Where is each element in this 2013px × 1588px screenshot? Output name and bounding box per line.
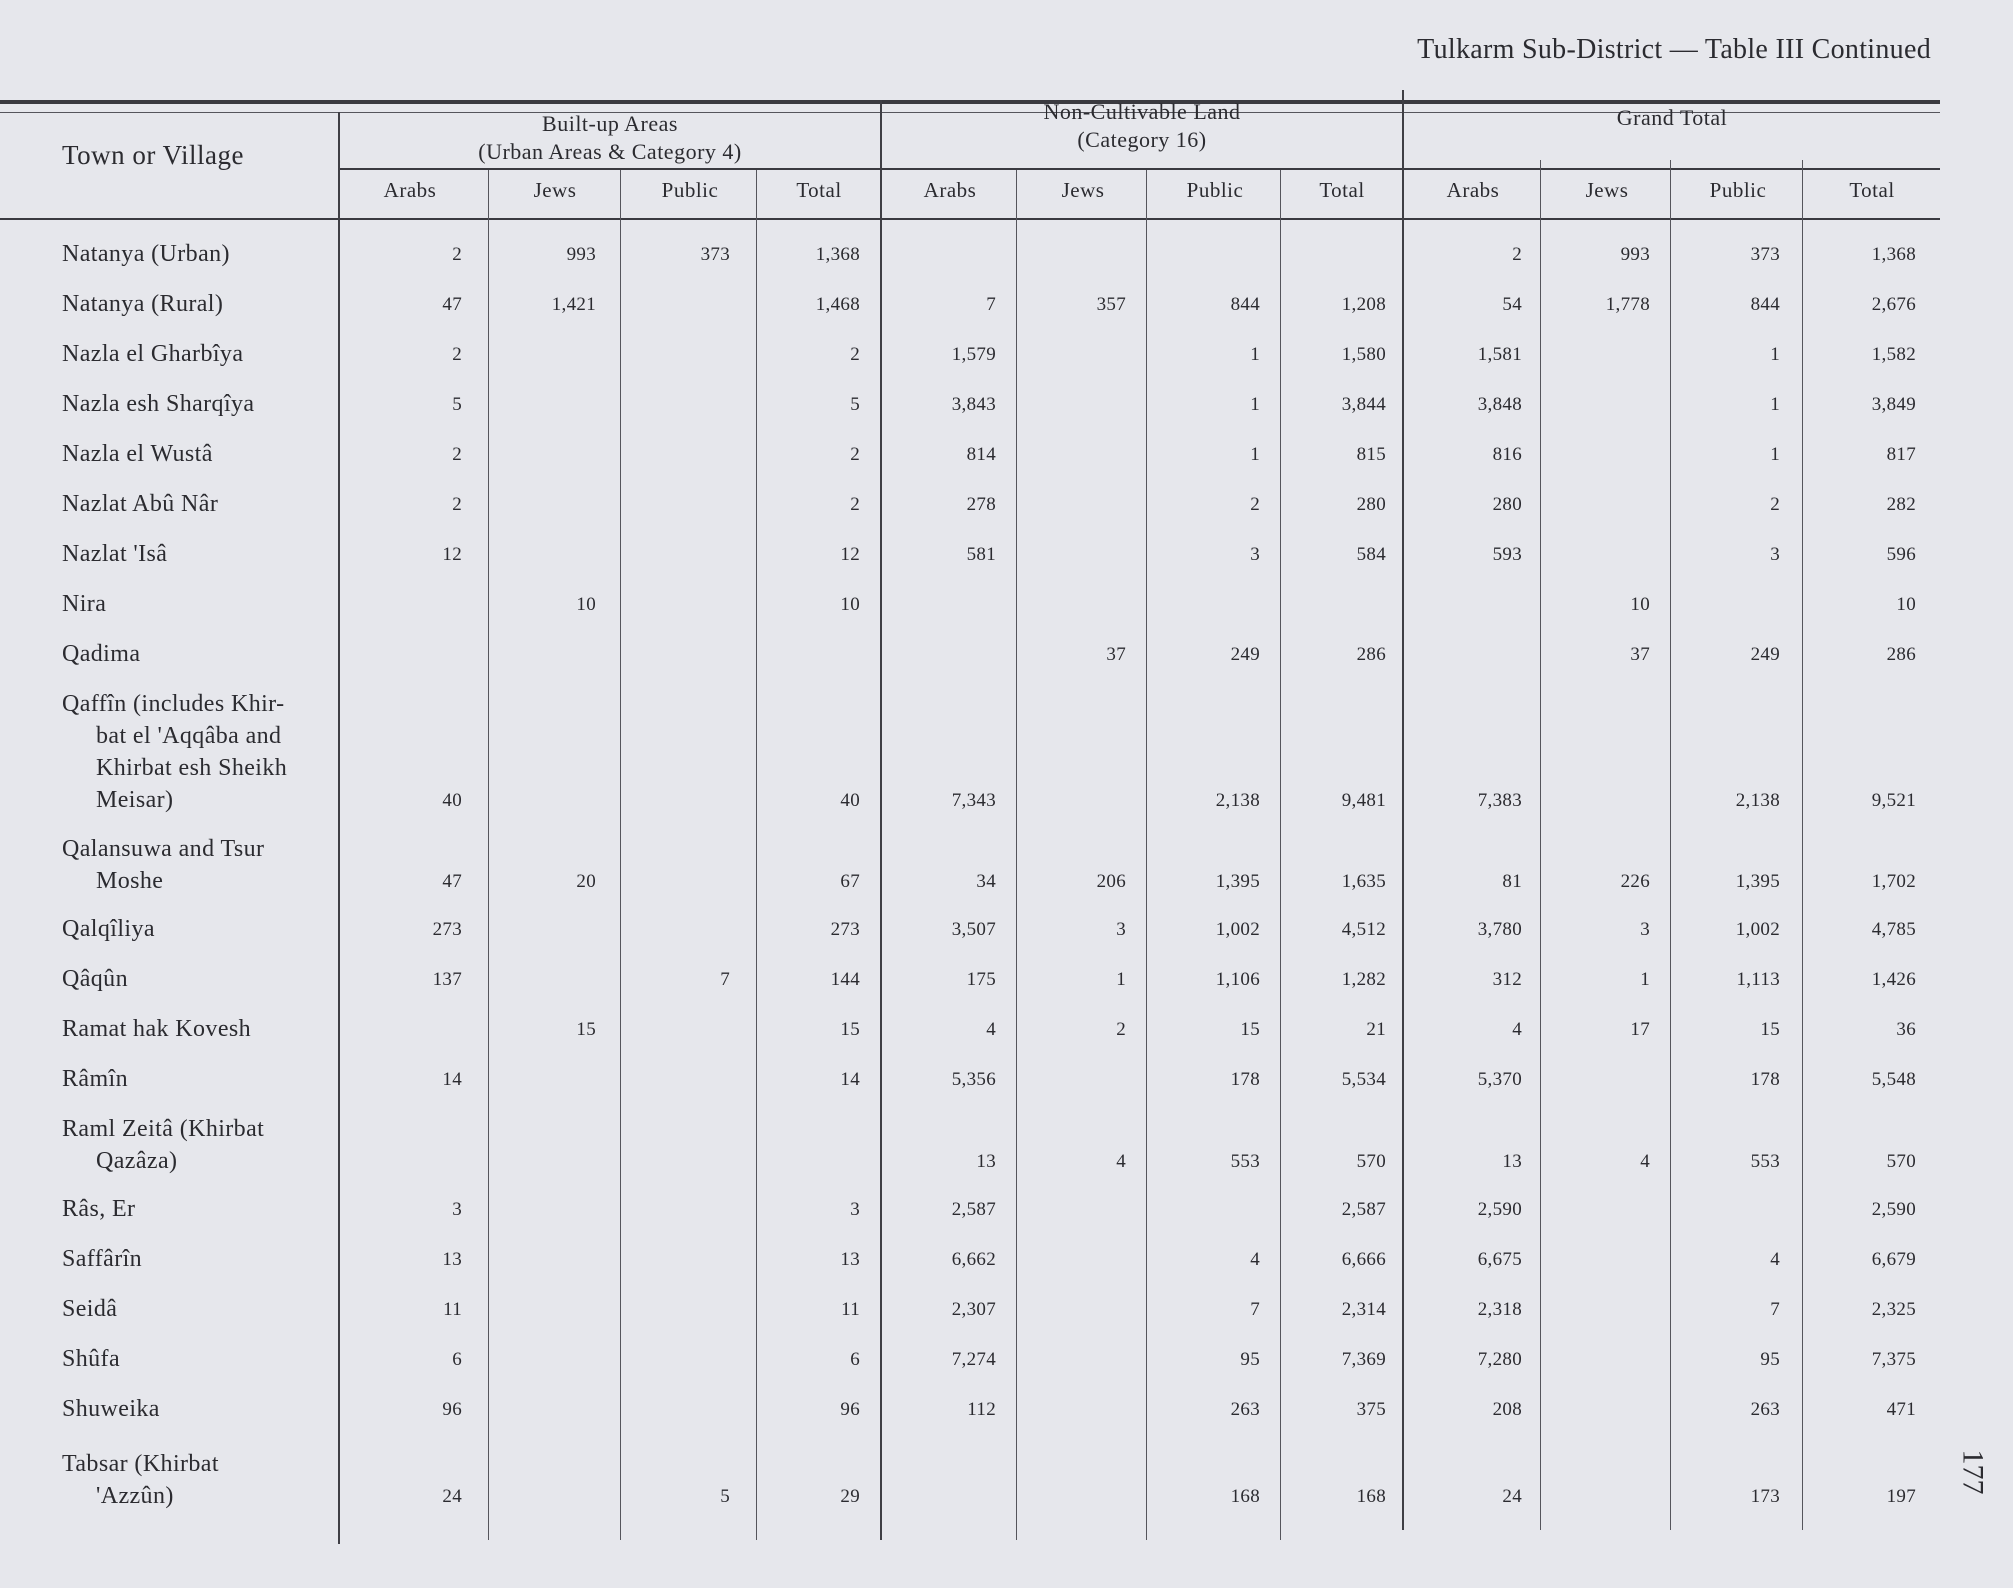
table-cell: 54: [1502, 294, 1522, 315]
table-cell: 2,587: [951, 1199, 996, 1220]
table-cell: 1,778: [1605, 294, 1650, 315]
col-head-11: Public: [1709, 178, 1767, 202]
town-name-line: Qadima: [62, 641, 141, 667]
table-cell: 2,590: [1477, 1199, 1522, 1220]
col-head-8: Total: [1319, 178, 1365, 202]
table-cell: 13: [976, 1151, 996, 1172]
table-cell: 5: [452, 394, 462, 415]
table-cell: 1,002: [1215, 919, 1260, 940]
divider: [1802, 160, 1803, 1530]
table-cell: 4,512: [1341, 919, 1386, 940]
col-head-4: Total: [796, 178, 842, 202]
col-head-1: Arabs: [383, 178, 437, 202]
table-cell: 15: [1240, 1019, 1260, 1040]
table-cell: 1,368: [1871, 244, 1916, 265]
table-cell: 10: [1630, 594, 1650, 615]
table-cell: 993: [566, 244, 596, 265]
town-name: [62, 688, 332, 816]
town-name-line: Nazla el Gharbîya: [62, 341, 244, 367]
table-cell: 2,676: [1871, 294, 1916, 315]
table-cell: 3,848: [1477, 394, 1522, 415]
table-cell: 5: [720, 1486, 730, 1507]
group-title-non-cultivable-line1: Non-Cultivable Land: [1043, 99, 1241, 124]
town-name-line: Seidâ: [62, 1296, 118, 1322]
table-cell: 95: [1760, 1349, 1780, 1370]
col-head-6: Jews: [1061, 178, 1105, 202]
table-cell: 96: [840, 1399, 860, 1420]
table-cell: 1,580: [1341, 344, 1386, 365]
table-cell: 24: [442, 1486, 462, 1507]
table-cell: 112: [967, 1399, 996, 1420]
table-cell: 584: [1356, 544, 1386, 565]
table-cell: 6,675: [1477, 1249, 1522, 1270]
table-cell: 816: [1492, 444, 1522, 465]
town-name: [62, 963, 332, 995]
col-head-9: Arabs: [1446, 178, 1500, 202]
table-cell: 2,325: [1871, 1299, 1916, 1320]
header-underline: [0, 218, 1940, 220]
table-cell: 9,481: [1341, 790, 1386, 811]
town-name-line: Khirbat esh Sheikh: [96, 755, 288, 781]
table-cell: 2,587: [1341, 1199, 1386, 1220]
table-cell: 373: [700, 244, 730, 265]
town-name: [62, 1448, 332, 1512]
table-cell: 10: [1896, 594, 1916, 615]
table-cell: 1,579: [951, 344, 996, 365]
group-title-non-cultivable: [882, 98, 1402, 154]
town-name-line: Râmîn: [62, 1066, 128, 1092]
town-name: [62, 1013, 332, 1045]
table-cell: 553: [1750, 1151, 1780, 1172]
table-cell: 2: [452, 494, 462, 515]
table-cell: 2,138: [1215, 790, 1260, 811]
table-cell: 175: [966, 969, 996, 990]
town-name: [62, 1193, 332, 1225]
table-cell: 1: [1770, 394, 1780, 415]
table-cell: 95: [1240, 1349, 1260, 1370]
table-cell: 5,548: [1871, 1069, 1916, 1090]
divider: [1280, 170, 1281, 1540]
table-cell: 249: [1750, 644, 1780, 665]
table-cell: 1,635: [1341, 871, 1386, 892]
town-name-line: Qazâza): [96, 1148, 178, 1174]
table-cell: 844: [1750, 294, 1780, 315]
divider-group: [1402, 90, 1404, 1530]
table-cell: 263: [1750, 1399, 1780, 1420]
table-cell: 24: [1502, 1486, 1522, 1507]
page-number: 177: [1956, 1449, 1990, 1495]
table-cell: 5,370: [1477, 1069, 1522, 1090]
table-cell: 1: [1116, 969, 1126, 990]
table-cell: 6,679: [1871, 1249, 1916, 1270]
table-cell: 47: [442, 871, 462, 892]
table-cell: 3: [1250, 544, 1260, 565]
town-name-line: Meisar): [96, 787, 174, 813]
table-cell: 3,849: [1871, 394, 1916, 415]
table-cell: 34: [976, 871, 996, 892]
table-cell: 6: [850, 1349, 860, 1370]
table-cell: 817: [1886, 444, 1916, 465]
table-cell: 2: [1250, 494, 1260, 515]
table-cell: 13: [1502, 1151, 1522, 1172]
col-head-3: Public: [661, 178, 719, 202]
town-name-line: Qalansuwa and Tsur: [62, 836, 265, 862]
town-name: [62, 238, 332, 270]
table-cell: 273: [432, 919, 462, 940]
table-cell: 471: [1886, 1399, 1916, 1420]
group-title-grand-total: [1404, 104, 1940, 132]
table-cell: 17: [1630, 1019, 1650, 1040]
group-title-built-up-line1: Built-up Areas: [542, 111, 678, 136]
town-name: [62, 1393, 332, 1425]
table-cell: 4: [986, 1019, 996, 1040]
col-head-10: Jews: [1585, 178, 1629, 202]
table-cell: 4: [1116, 1151, 1126, 1172]
table-cell: 1,582: [1871, 344, 1916, 365]
col-head-2: Jews: [533, 178, 577, 202]
table-cell: 47: [442, 294, 462, 315]
table-cell: 3: [850, 1199, 860, 1220]
table-cell: 1,395: [1215, 871, 1260, 892]
table-cell: 280: [1356, 494, 1386, 515]
table-cell: 40: [442, 790, 462, 811]
table-cell: 1,426: [1871, 969, 1916, 990]
table-cell: 2: [452, 244, 462, 265]
town-name-line: bat el 'Aqqâba and: [96, 723, 282, 749]
town-name: [62, 488, 332, 520]
table-cell: 3: [1770, 544, 1780, 565]
table-cell: 249: [1230, 644, 1260, 665]
col-head-5: Arabs: [923, 178, 977, 202]
table-cell: 13: [840, 1249, 860, 1270]
town-name: [62, 833, 332, 897]
table-cell: 7,375: [1871, 1349, 1916, 1370]
town-name-line: Tabsar (Khirbat: [62, 1451, 219, 1477]
table-cell: 13: [442, 1249, 462, 1270]
table-cell: 7,274: [951, 1349, 996, 1370]
table-cell: 4: [1250, 1249, 1260, 1270]
group-title-built-up: [340, 110, 880, 166]
divider: [1146, 170, 1147, 1540]
table-cell: 4: [1770, 1249, 1780, 1270]
table-cell: 593: [1492, 544, 1522, 565]
divider: [756, 170, 757, 1540]
table-cell: 9,521: [1871, 790, 1916, 811]
town-name-line: Râs, Er: [62, 1196, 136, 1222]
table-cell: 36: [1896, 1019, 1916, 1040]
table-cell: 844: [1230, 294, 1260, 315]
town-name-line: Raml Zeitâ (Khirbat: [62, 1116, 265, 1142]
table-cell: 4,785: [1871, 919, 1916, 940]
table-cell: 581: [966, 544, 996, 565]
divider-town: [338, 112, 340, 1544]
divider-group: [880, 100, 882, 1540]
table-cell: 570: [1886, 1151, 1916, 1172]
table-cell: 206: [1096, 871, 1126, 892]
table-cell: 373: [1750, 244, 1780, 265]
table-cell: 3,844: [1341, 394, 1386, 415]
table-cell: 286: [1356, 644, 1386, 665]
divider: [488, 170, 489, 1540]
town-name: [62, 338, 332, 370]
town-name-line: 'Azzûn): [96, 1483, 174, 1509]
table-cell: 15: [1760, 1019, 1780, 1040]
town-name-line: Nazlat Abû Nâr: [62, 491, 219, 517]
table-cell: 81: [1502, 871, 1522, 892]
table-cell: 20: [576, 871, 596, 892]
town-name-line: Natanya (Rural): [62, 291, 224, 317]
table-cell: 10: [576, 594, 596, 615]
table-cell: 2,318: [1477, 1299, 1522, 1320]
table-cell: 7,383: [1477, 790, 1522, 811]
page-header: Tulkarm Sub-District — Table III Continued: [1417, 34, 1931, 65]
table-cell: 357: [1096, 294, 1126, 315]
table-cell: 15: [576, 1019, 596, 1040]
table-cell: 2: [1770, 494, 1780, 515]
table-cell: 1,208: [1341, 294, 1386, 315]
group-title-non-cultivable-line2: (Category 16): [1077, 127, 1207, 152]
table-cell: 2: [850, 494, 860, 515]
table-cell: 263: [1230, 1399, 1260, 1420]
town-name-line: Nazla el Wustâ: [62, 441, 213, 467]
table-cell: 14: [442, 1069, 462, 1090]
table-cell: 2: [850, 444, 860, 465]
table-cell: 2: [1512, 244, 1522, 265]
table-cell: 197: [1886, 1486, 1916, 1507]
town-name-line: Qalqîliya: [62, 916, 155, 942]
table-cell: 12: [840, 544, 860, 565]
town-name: [62, 638, 332, 670]
town-name-line: Qaffîn (includes Khir-: [62, 691, 285, 717]
table-cell: 3,507: [951, 919, 996, 940]
table-cell: 7: [1770, 1299, 1780, 1320]
table-cell: 2: [452, 444, 462, 465]
table-cell: 1: [1250, 394, 1260, 415]
table-cell: 1,282: [1341, 969, 1386, 990]
group-title-grand-total-line1: Grand Total: [1616, 105, 1728, 130]
table-cell: 278: [966, 494, 996, 515]
table-cell: 168: [1230, 1486, 1260, 1507]
table-cell: 29: [840, 1486, 860, 1507]
table-cell: 286: [1886, 644, 1916, 665]
table-cell: 15: [840, 1019, 860, 1040]
divider: [620, 170, 621, 1540]
town-name: [62, 288, 332, 320]
table-cell: 1: [1640, 969, 1650, 990]
town-name: [62, 1063, 332, 1095]
table-cell: 1: [1250, 444, 1260, 465]
table-cell: 2: [1116, 1019, 1126, 1040]
table-cell: 67: [840, 871, 860, 892]
table-cell: 37: [1630, 644, 1650, 665]
table-cell: 1,002: [1735, 919, 1780, 940]
table-cell: 40: [840, 790, 860, 811]
table-cell: 596: [1886, 544, 1916, 565]
table-cell: 7,369: [1341, 1349, 1386, 1370]
table-cell: 137: [432, 969, 462, 990]
group-underline: [340, 168, 1940, 170]
table-cell: 1,113: [1736, 969, 1780, 990]
divider: [1670, 160, 1671, 1530]
table-cell: 570: [1356, 1151, 1386, 1172]
table-cell: 37: [1106, 644, 1126, 665]
table-cell: 21: [1366, 1019, 1386, 1040]
table-cell: 173: [1750, 1486, 1780, 1507]
table-cell: 2: [452, 344, 462, 365]
table-cell: 993: [1620, 244, 1650, 265]
town-name-line: Ramat hak Kovesh: [62, 1016, 252, 1042]
table-cell: 5: [850, 394, 860, 415]
table-cell: 178: [1230, 1069, 1260, 1090]
table-cell: 553: [1230, 1151, 1260, 1172]
table-cell: 12: [442, 544, 462, 565]
table-cell: 1,468: [815, 294, 860, 315]
table-cell: 1,395: [1735, 871, 1780, 892]
col-head-12: Total: [1849, 178, 1895, 202]
table-cell: 2,590: [1871, 1199, 1916, 1220]
table-cell: 208: [1492, 1399, 1522, 1420]
table-cell: 3: [1640, 919, 1650, 940]
table-cell: 10: [840, 594, 860, 615]
town-name-line: Shûfa: [62, 1346, 120, 1372]
table-cell: 168: [1356, 1486, 1386, 1507]
town-name: [62, 1113, 332, 1177]
town-name-line: Natanya (Urban): [62, 241, 230, 267]
table-cell: 7,343: [951, 790, 996, 811]
table-cell: 1,421: [551, 294, 596, 315]
town-name-line: Nazla esh Sharqîya: [62, 391, 255, 417]
table-cell: 11: [841, 1299, 860, 1320]
town-name: [62, 1343, 332, 1375]
table-cell: 5,534: [1341, 1069, 1386, 1090]
table-cell: 3: [452, 1199, 462, 1220]
town-name: [62, 438, 332, 470]
table-cell: 144: [830, 969, 860, 990]
town-name: [62, 1243, 332, 1275]
town-name: [62, 1293, 332, 1325]
table-cell: 1,581: [1477, 344, 1522, 365]
table-cell: 814: [966, 444, 996, 465]
table-cell: 1: [1250, 344, 1260, 365]
col-head-7: Public: [1186, 178, 1244, 202]
table-cell: 6,662: [951, 1249, 996, 1270]
table-cell: 2,138: [1735, 790, 1780, 811]
table-cell: 1,106: [1215, 969, 1260, 990]
table-cell: 1: [1770, 444, 1780, 465]
table-cell: 2: [850, 344, 860, 365]
town-name: [62, 388, 332, 420]
table-cell: 3,843: [951, 394, 996, 415]
table-cell: 7,280: [1477, 1349, 1522, 1370]
divider: [1540, 160, 1541, 1530]
table-cell: 178: [1750, 1069, 1780, 1090]
table-cell: 1,702: [1871, 871, 1916, 892]
table-cell: 282: [1886, 494, 1916, 515]
table-cell: 226: [1620, 871, 1650, 892]
town-name: [62, 588, 332, 620]
group-title-built-up-line2: (Urban Areas & Category 4): [478, 139, 742, 164]
town-name-line: Saffârîn: [62, 1246, 143, 1272]
table-cell: 5,356: [951, 1069, 996, 1090]
table-cell: 312: [1492, 969, 1522, 990]
table-cell: 4: [1640, 1151, 1650, 1172]
table-cell: 6: [452, 1349, 462, 1370]
table-cell: 375: [1356, 1399, 1386, 1420]
table-cell: 2,314: [1341, 1299, 1386, 1320]
town-name-line: Shuweika: [62, 1396, 160, 1422]
table-cell: 3,780: [1477, 919, 1522, 940]
table-cell: 11: [443, 1299, 462, 1320]
town-name-line: Moshe: [96, 868, 164, 894]
table-cell: 4: [1512, 1019, 1522, 1040]
table-cell: 3: [1116, 919, 1126, 940]
table-cell: 273: [830, 919, 860, 940]
town-name-line: Qâqûn: [62, 966, 128, 992]
town-column-header: Town or Village: [62, 140, 244, 170]
town-name-line: Nazlat 'Isâ: [62, 541, 168, 567]
town-name: [62, 913, 332, 945]
table-cell: 280: [1492, 494, 1522, 515]
table-cell: 2,307: [951, 1299, 996, 1320]
table-cell: 1,368: [815, 244, 860, 265]
table-cell: 7: [986, 294, 996, 315]
table-cell: 1: [1770, 344, 1780, 365]
town-name: [62, 538, 332, 570]
table-cell: 7: [1250, 1299, 1260, 1320]
table-cell: 6,666: [1341, 1249, 1386, 1270]
table-cell: 7: [720, 969, 730, 990]
table-cell: 96: [442, 1399, 462, 1420]
divider: [1016, 170, 1017, 1540]
town-name-line: Nira: [62, 591, 107, 617]
table-cell: 815: [1356, 444, 1386, 465]
table-cell: 14: [840, 1069, 860, 1090]
